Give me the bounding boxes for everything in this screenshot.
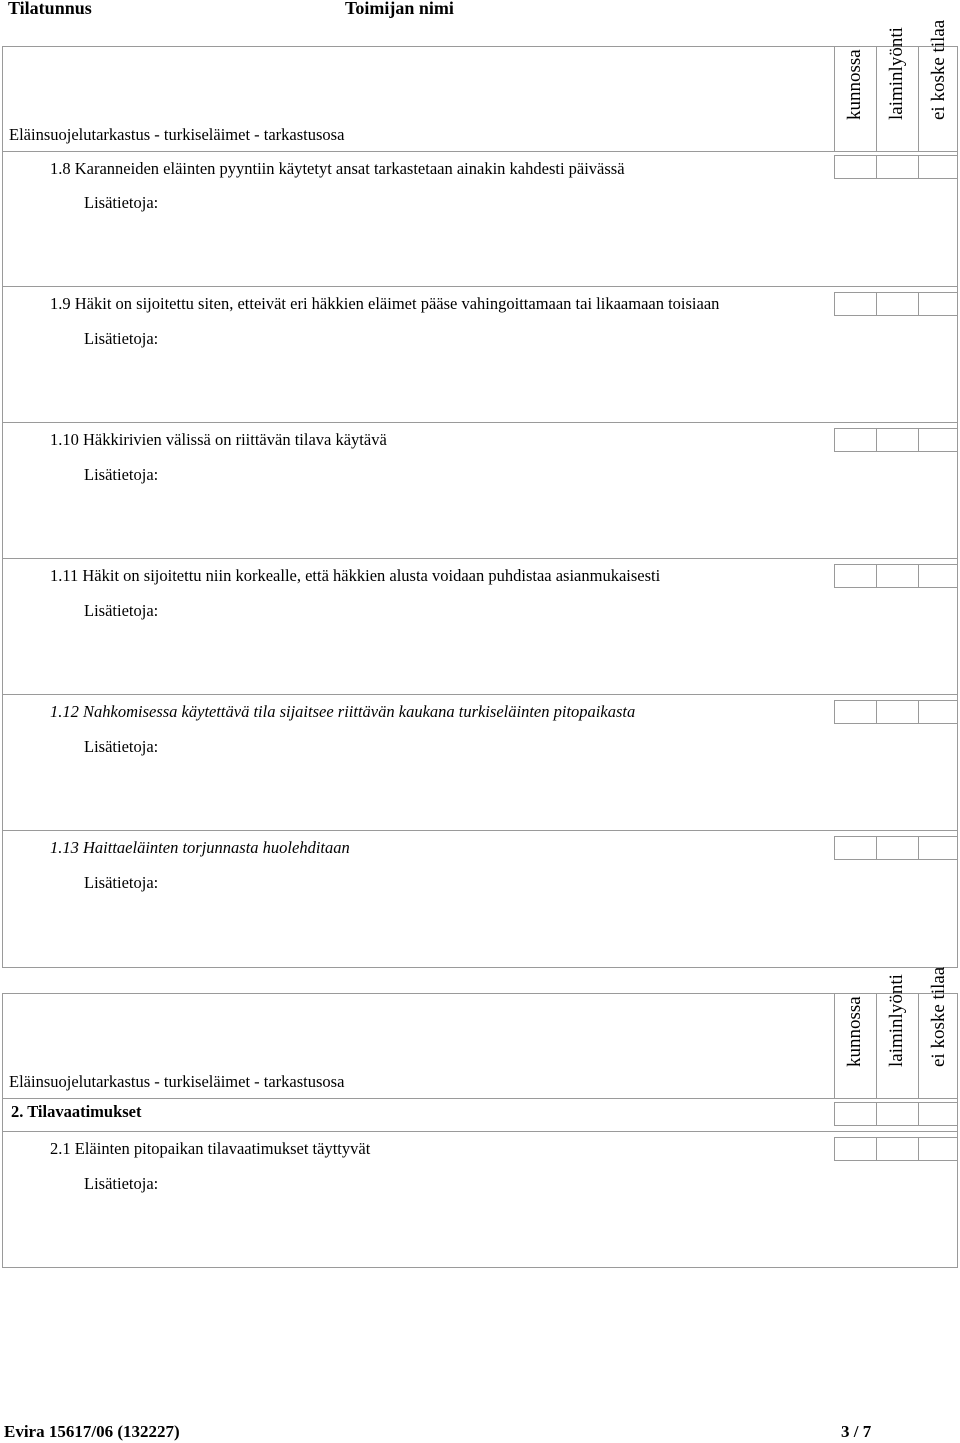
column-divider: [876, 994, 877, 1098]
header-divider: [3, 1098, 957, 1099]
item-1-9-lisatietoja: Lisätietoja:: [84, 329, 159, 348]
column-divider: [918, 47, 919, 151]
item-1-10-laiminlyonti-checkbox[interactable]: [876, 428, 919, 452]
item-1-12-laiminlyonti-checkbox[interactable]: [876, 700, 919, 724]
item-1-13-ei-koske-checkbox[interactable]: [918, 836, 958, 860]
item-1-10-ei-koske-checkbox[interactable]: [918, 428, 958, 452]
row-divider: [3, 1131, 957, 1132]
item-1-12-lisatietoja: Lisätietoja:: [84, 737, 159, 756]
column-header-laiminlyonti: laiminlyönti: [886, 974, 907, 1067]
item-2-1-laiminlyonti-checkbox[interactable]: [876, 1137, 919, 1161]
row-divider: [3, 286, 957, 287]
column-divider: [834, 47, 835, 151]
item-1-12-kunnossa-checkbox[interactable]: [834, 700, 877, 724]
column-divider: [834, 994, 835, 1098]
footer-page-number: 3 / 7: [841, 1422, 872, 1441]
item-1-10-kunnossa-checkbox[interactable]: [834, 428, 877, 452]
item-1-9-kunnossa-checkbox[interactable]: [834, 292, 877, 316]
inspection-section-1: [2, 19, 958, 968]
item-1-9-laiminlyonti-checkbox[interactable]: [876, 292, 919, 316]
item-1-8-text: 1.8 Karanneiden eläinten pyyntiin käytetyt ansat tarkastetaan ainakin kahdesti päivässä: [50, 159, 625, 178]
item-1-8-lisatietoja: Lisätietoja:: [84, 193, 159, 212]
row-divider: [3, 558, 957, 559]
column-header-laiminlyonti: laiminlyönti: [886, 27, 907, 120]
column-divider: [918, 994, 919, 1098]
item-1-8-ei-koske-checkbox[interactable]: [918, 155, 958, 179]
header-toimijan-nimi: Toimijan nimi: [345, 0, 454, 18]
item-1-13-laiminlyonti-checkbox[interactable]: [876, 836, 919, 860]
item-1-13-text: 1.13 Haittaeläinten torjunnasta huolehditaan: [50, 838, 350, 857]
item-1-9-ei-koske-checkbox[interactable]: [918, 292, 958, 316]
item-1-8-laiminlyonti-checkbox[interactable]: [876, 155, 919, 179]
item-1-13-kunnossa-checkbox[interactable]: [834, 836, 877, 860]
form-title: Eläinsuojelutarkastus - turkiseläimet - tarkastusosa: [9, 1072, 345, 1091]
item-1-9-text: 1.9 Häkit on sijoitettu siten, etteivät eri häkkien eläimet pääse vahingoittamaan tai likaamaan toisiaan: [50, 294, 720, 313]
item-1-11-kunnossa-checkbox[interactable]: [834, 564, 877, 588]
item-1-11-lisatietoja: Lisätietoja:: [84, 601, 159, 620]
item-1-8-kunnossa-checkbox[interactable]: [834, 155, 877, 179]
item-2-1-text: 2.1 Eläinten pitopaikan tilavaatimukset täyttyvät: [50, 1139, 371, 1158]
item-1-11-text: 1.11 Häkit on sijoitettu niin korkealle, että häkkien alusta voidaan puhdistaa asianmukaisesti: [50, 566, 661, 585]
item-1-11-laiminlyonti-checkbox[interactable]: [876, 564, 919, 588]
item-1-12-ei-koske-checkbox[interactable]: [918, 700, 958, 724]
row-divider: [3, 830, 957, 831]
row-divider: [3, 694, 957, 695]
column-header-kunnossa: kunnossa: [844, 49, 865, 120]
row-divider: [3, 422, 957, 423]
column-header-kunnossa: kunnossa: [844, 996, 865, 1067]
header-divider: [3, 151, 957, 152]
column-header-ei-koske-tilaa: ei koske tilaa: [928, 966, 949, 1067]
category-heading: 2. Tilavaatimukset: [11, 1102, 142, 1121]
item-2-1-ei-koske-checkbox[interactable]: [918, 1137, 958, 1161]
header-tilatunnus: Tilatunnus: [8, 0, 92, 18]
category-ei-koske-cell: [918, 1102, 958, 1126]
item-1-10-text: 1.10 Häkkirivien välissä on riittävän tilava käytävä: [50, 430, 387, 449]
item-1-12-text: 1.12 Nahkomisessa käytettävä tila sijaitsee riittävän kaukana turkiseläinten pitopaikasta: [50, 702, 636, 721]
item-1-11-ei-koske-checkbox[interactable]: [918, 564, 958, 588]
footer-doc-id: Evira 15617/06 (132227): [4, 1422, 180, 1441]
column-header-ei-koske-tilaa: ei koske tilaa: [928, 19, 949, 120]
item-2-1-lisatietoja: Lisätietoja:: [84, 1174, 159, 1193]
category-kunnossa-cell: [834, 1102, 877, 1126]
item-1-10-lisatietoja: Lisätietoja:: [84, 465, 159, 484]
item-1-13-lisatietoja: Lisätietoja:: [84, 873, 159, 892]
category-laiminlyonti-cell: [876, 1102, 919, 1126]
column-divider: [876, 47, 877, 151]
inspection-section-2: [2, 966, 958, 1268]
form-title: Eläinsuojelutarkastus - turkiseläimet - tarkastusosa: [9, 125, 345, 144]
item-2-1-kunnossa-checkbox[interactable]: [834, 1137, 877, 1161]
